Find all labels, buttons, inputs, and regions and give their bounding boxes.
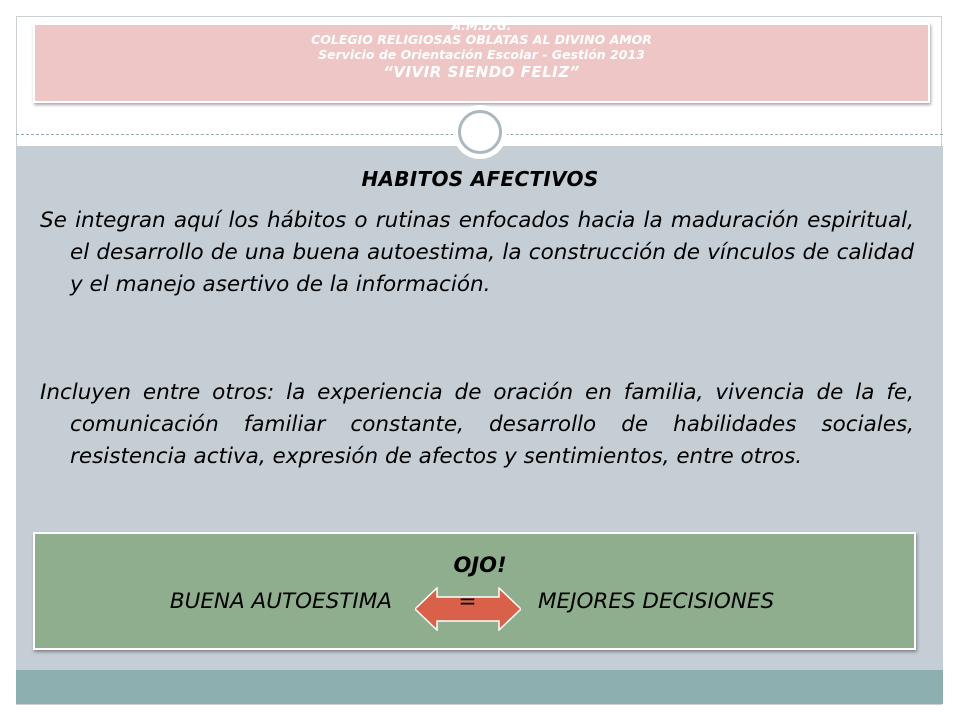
callout-right-text: MEJORES DECISIONES [538,589,775,614]
callout-equals: = [458,589,477,614]
header-banner [33,19,930,103]
paragraph-2: Incluyen entre otros: la experiencia de oración en familia, vivencia de la fe, comunicación familiar constante, desarrollo de habilidades sociales, resistencia activa, expresión de afectos y sentimientos, entre otros. [40,380,914,469]
header-line-school: COLEGIO RELIGIOSAS OBLATAS AL DIVINO AMOR [311,32,652,47]
header-line-motto: “VIVIR SIENDO FELIZ” [383,63,580,81]
paragraph-1: Se integran aquí los hábitos o rutinas enfocados hacia la maduración espiritual, el desarrollo de una buena autoestima, la construcción de vínculos de calidad y el manejo asertivo de la información. [40,208,914,297]
header-line-service: Servicio de Orientación Escolar - Gestión 2013 [318,47,645,62]
callout-left-text: BUENA AUTOESTIMA [169,589,392,614]
section-heading: HABITOS AFECTIVOS [361,167,599,191]
footer-band [16,670,943,704]
callout-title: OJO! [453,553,507,577]
header-line-amdg: A.M.D.G. [451,19,512,33]
ring-ornament-inner [458,110,502,154]
